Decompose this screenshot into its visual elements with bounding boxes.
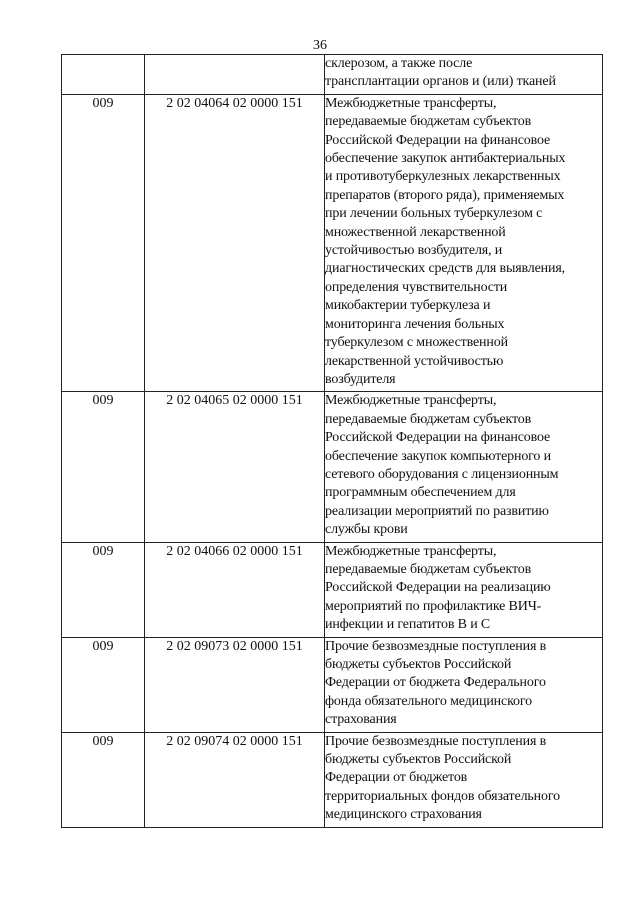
kbk-code-cell: 2 02 04064 02 0000 151 [145, 94, 325, 392]
description-line: инфекции и гепатитов В и С [325, 617, 491, 633]
table-row [62, 94, 603, 392]
description-line: мониторинга лечения больных [325, 316, 505, 332]
description-text [325, 392, 602, 539]
description-line: лекарственной устойчивостью [325, 353, 504, 369]
description-line: Межбюджетные трансферты, [325, 543, 497, 559]
description-line: медицинского страхования [325, 807, 482, 823]
description-line: передаваемые бюджетам субъектов [325, 411, 532, 427]
budget-revenue-table [61, 54, 603, 828]
description-line: трансплантации органов и (или) тканей [325, 74, 556, 90]
description-line: обеспечение закупок антибактериальных [325, 151, 566, 167]
description-line: реализации мероприятий по развитию [325, 503, 549, 519]
description-line: при лечении больных туберкулезом с [325, 206, 543, 222]
kbk-code-cell: 2 02 04066 02 0000 151 [145, 542, 325, 637]
description-line: передаваемые бюджетам субъектов [325, 561, 532, 577]
description-line: препаратов (второго ряда), применяемых [325, 187, 565, 203]
description-line: микобактерии туберкулеза и [325, 298, 491, 314]
table-row [62, 542, 603, 637]
description-line: множественной лекарственной [325, 224, 506, 240]
description-line: сетевого оборудования с лицензионным [325, 466, 559, 482]
description-line: диагностических средств для выявления, [325, 261, 566, 277]
description-line: возбудителя [325, 371, 396, 387]
description-text [325, 95, 602, 390]
description-line: обеспечение закупок компьютерного и [325, 448, 551, 464]
table-body [62, 55, 603, 828]
description-line: туберкулезом с множественной [325, 335, 508, 351]
kbk-code-cell: 2 02 09073 02 0000 151 [145, 637, 325, 732]
description-cell [325, 637, 603, 732]
description-cell [325, 392, 603, 542]
description-line: склерозом, а также после [325, 56, 473, 71]
description-line: Российской Федерации на реализацию [325, 580, 551, 596]
description-line: Прочие безвозмездные поступления в [325, 638, 547, 654]
admin-code-cell: 009 [62, 542, 145, 637]
admin-code-cell: 009 [62, 637, 145, 732]
description-line: Федерации от бюджета Федерального [325, 675, 546, 691]
admin-code-cell: 009 [62, 732, 145, 827]
table-row [62, 732, 603, 827]
description-cell [325, 542, 603, 637]
description-line: определения чувствительности [325, 279, 508, 295]
description-line: страхования [325, 712, 397, 728]
page-number: 36 [313, 38, 327, 53]
description-line: Российской Федерации на финансовое [325, 132, 551, 148]
description-line: территориальных фондов обязательного [325, 788, 560, 804]
admin-code-cell: 009 [62, 94, 145, 392]
description-line: программным обеспечением для [325, 485, 516, 501]
description-line: мероприятий по профилактике ВИЧ- [325, 598, 542, 614]
description-line: Прочие безвозмездные поступления в [325, 733, 547, 749]
description-cell [325, 732, 603, 827]
description-line: фонда обязательного медицинского [325, 693, 532, 709]
description-line: устойчивостью возбудителя, и [325, 243, 503, 259]
description-line: бюджеты субъектов Российской [325, 657, 512, 672]
table-row [62, 392, 603, 542]
table-row [62, 637, 603, 732]
kbk-code-cell: 2 02 04065 02 0000 151 [145, 392, 325, 542]
description-line: передаваемые бюджетам субъектов [325, 114, 532, 130]
description-line: Межбюджетные трансферты, [325, 393, 497, 409]
admin-code-cell [62, 55, 145, 95]
description-cell [325, 94, 603, 392]
description-text [325, 55, 602, 92]
admin-code-cell: 009 [62, 392, 145, 542]
description-text [325, 638, 602, 730]
description-cell [325, 55, 603, 95]
description-line: Межбюджетные трансферты, [325, 95, 497, 111]
description-text [325, 733, 602, 825]
kbk-code-cell [145, 55, 325, 95]
table-row [62, 55, 603, 95]
description-line: Российской Федерации на финансовое [325, 430, 551, 446]
description-line: службы крови [325, 522, 408, 538]
description-line: бюджеты субъектов Российской [325, 752, 512, 768]
description-text [325, 543, 602, 635]
description-line: Федерации от бюджетов [325, 770, 468, 786]
kbk-code-cell: 2 02 09074 02 0000 151 [145, 732, 325, 827]
description-line: и противотуберкулезных лекарственных [325, 169, 561, 185]
